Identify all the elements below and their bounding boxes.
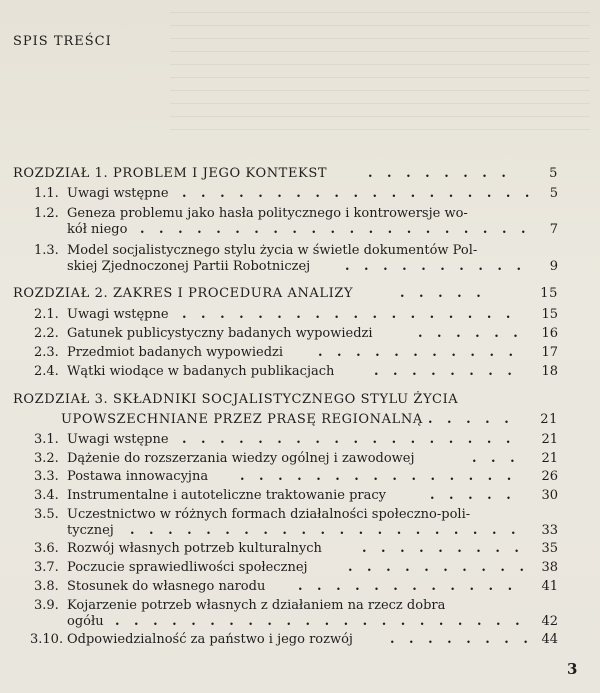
toc-entry-page: 33: [541, 523, 558, 538]
toc-entry-page: 35: [541, 541, 558, 556]
toc-entry-title: Uwagi wstępne: [67, 307, 169, 322]
toc-entry-title: Dążenie do rozszerzania wiedzy ogólnej i zawodowej: [67, 451, 415, 466]
toc-entry-number: 3.6.: [34, 541, 59, 556]
toc-entry-title-cont: skiej Zjednoczonej Partii Robotniczej: [67, 259, 311, 274]
leader-dots: . . . . .: [400, 286, 486, 301]
toc-entry-page: 17: [541, 345, 558, 360]
toc-entry-title-cont: kół niego: [67, 222, 128, 237]
toc-entry-page: 15: [541, 307, 558, 322]
leader-dots: . . . . . .: [418, 326, 523, 341]
toc-entry-title: Kojarzenie potrzeb własnych z działaniem na rzecz dobra: [67, 598, 446, 613]
toc-entry-number: 3.1.: [34, 432, 59, 447]
toc-entry-number: 3.10.: [30, 632, 64, 647]
show-through-text: [170, 0, 590, 140]
leader-dots: . . . . . . . . . . . . . . .: [240, 469, 517, 484]
toc-entry-number: 3.3.: [34, 469, 59, 484]
leader-dots: . . . . . . . . . . . . . . . . . .: [182, 432, 516, 447]
toc-entry-number: 1.1.: [34, 186, 59, 201]
toc-entry-page: 42: [541, 614, 558, 629]
toc-entry-title: ROZDZIAŁ 2. ZAKRES I PROCEDURA ANALIZY: [13, 286, 354, 301]
toc-entry-number: 2.3.: [34, 345, 59, 360]
toc-entry-number: 2.4.: [34, 364, 59, 379]
leader-dots: . . . . . . . . . . . . . . . . . . . . .: [140, 222, 531, 237]
toc-entry-title: Uwagi wstępne: [67, 432, 169, 447]
toc-entry-title: Rozwój własnych potrzeb kulturalnych: [67, 541, 322, 556]
leader-dots: . . . . . . . .: [374, 364, 517, 379]
toc-entry-title: Uwagi wstępne: [67, 186, 169, 201]
toc-entry-page: 21: [540, 412, 558, 427]
toc-entry-number: 2.2.: [34, 326, 59, 341]
toc-entry-page: 38: [541, 560, 558, 575]
toc-entry-page: 21: [541, 432, 558, 447]
toc-entry-title-cont: tycznej: [67, 523, 114, 538]
toc-entry-number: 3.5.: [34, 507, 59, 522]
leader-dots: . . . . . . . . . . .: [318, 345, 519, 360]
leader-dots: . . . . . . . . . .: [348, 560, 529, 575]
toc-entry-page: 5: [549, 186, 558, 201]
page-title: SPIS TREŚCI: [13, 34, 112, 49]
leader-dots: . . . . .: [430, 488, 516, 503]
leader-dots: . . . . . . . . .: [362, 541, 524, 556]
toc-entry-page: 15: [540, 286, 558, 301]
leader-dots: . . .: [472, 451, 520, 466]
toc-entry-title-cont: UPOWSZECHNIANE PRZEZ PRASĘ REGIONALNĄ: [61, 412, 423, 427]
toc-entry-number: 3.8.: [34, 579, 59, 594]
toc-entry-title: ROZDZIAŁ 3. SKŁADNIKI SOCJALISTYCZNEGO STYLU ŻYCIA: [13, 392, 459, 407]
leader-dots: . . . . . . . . . . . . . . . . . . .: [182, 186, 535, 201]
toc-entry-title: ROZDZIAŁ 1. PROBLEM I JEGO KONTEKST: [13, 166, 328, 181]
toc-entry-title: Instrumentalne i autoteliczne traktowanie pracy: [67, 488, 387, 503]
toc-entry-number: 3.2.: [34, 451, 59, 466]
page-number: 3: [567, 660, 578, 678]
toc-entry-page: 18: [541, 364, 558, 379]
toc-entry-number: 1.3.: [34, 243, 59, 258]
toc-entry-number: 3.4.: [34, 488, 59, 503]
toc-entry-number: 1.2.: [34, 206, 59, 221]
toc-entry-title: Stosunek do własnego narodu: [67, 579, 266, 594]
toc-entry-page: 41: [541, 579, 558, 594]
toc-entry-page: 26: [541, 469, 558, 484]
toc-entry-title: Postawa innowacyjna: [67, 469, 209, 484]
toc-entry-page: 5: [549, 166, 558, 181]
toc-entry-page: 21: [541, 451, 558, 466]
leader-dots: . . . . . . . . . . . . . . . . . . . . . .: [115, 614, 525, 629]
leader-dots: . . . . .: [428, 412, 514, 427]
leader-dots: . . . . . . . . . . . .: [298, 579, 518, 594]
toc-entry-page: 9: [549, 259, 558, 274]
toc-entry-page: 30: [541, 488, 558, 503]
toc-entry-title: Uczestnictwo w różnych formach działalności społeczno-poli-: [67, 507, 471, 522]
leader-dots: . . . . . . . .: [368, 166, 511, 181]
toc-entry-number: 3.7.: [34, 560, 59, 575]
toc-entry-title: Odpowiedzialność za państwo i jego rozwój: [67, 632, 353, 647]
toc-entry-page: 16: [541, 326, 558, 341]
toc-entry-number: 2.1.: [34, 307, 59, 322]
leader-dots: . . . . . . . . . . . . . . . . . . . . .: [130, 523, 521, 538]
toc-entry-title: Gatunek publicystyczny badanych wypowiedzi: [67, 326, 373, 341]
toc-entry-title-cont: ogółu: [67, 614, 104, 629]
toc-entry-title: Model socjalistycznego stylu życia w świetle dokumentów Pol-: [67, 243, 478, 258]
toc-entry-number: 3.9.: [34, 598, 59, 613]
leader-dots: . . . . . . . .: [390, 632, 533, 647]
leader-dots: . . . . . . . . . .: [345, 259, 526, 274]
toc-entry-page: 44: [541, 632, 558, 647]
toc-entry-page: 7: [549, 222, 558, 237]
toc-entry-title: Przedmiot badanych wypowiedzi: [67, 345, 284, 360]
toc-entry-title: Wątki wiodące w badanych publikacjach: [67, 364, 335, 379]
toc-entry-title: Poczucie sprawiedliwości społecznej: [67, 560, 308, 575]
toc-entry-title: Geneza problemu jako hasła politycznego i kontrowersje wo-: [67, 206, 468, 221]
leader-dots: . . . . . . . . . . . . . . . . . .: [182, 307, 516, 322]
